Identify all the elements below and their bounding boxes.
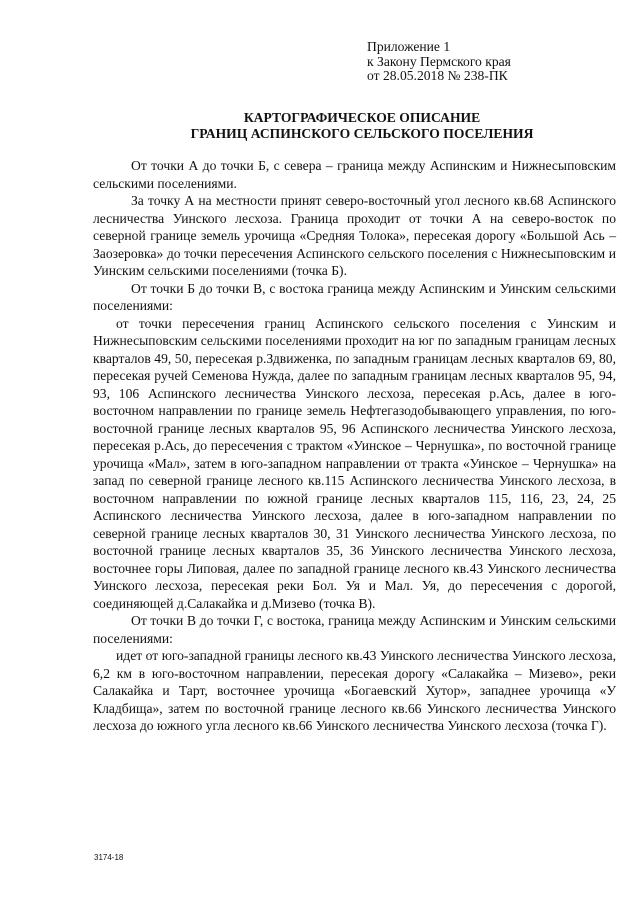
paragraph-b-to-v-description: от точки пересечения границ Аспинского сельского поселения с Уинским и Нижнесыповским сельскими поселениями проходит на юг по западным границам лесных кварталов 49, 50, пересекая р.Здвиженка, по западным границам лесных кварталов 69, 80, пересекая ручей Семенова Нужда, далее по западным границам лесных кварталов 95, 94, 93, 106 Аспинского лесничества Уинского лесхоза, пересекая р.Ась, далее в юго-восточном направлении по границе земель Нефтегазодобывающего управления, по юго-восточной границе лесных кварталов 95, 96 Аспинского лесничества Уинского лесхоза, пересекая р.Ась, до пересечения с трактом «Уинское – Чернушка», по восточной границе урочища «Мал», затем в юго-западном направлении от тракта «Уинское – Чернушка» на запад по северной границе лесного кв.115 Аспинского лесничества Уинского лесхоза, в восточном направлении по южной границе лесных кварталов 115, 116, 23, 24, 25 Аспинского лесничества Уинского лесхоза, далее в юго-западном направлении по северной границе лесных кварталов 30, 31 Уинского лесничества Уинского лесхоза, по восточной границе лесных кварталов 35, 36 Уинского лесничества Уинского лесхоза, восточнее горы Липовая, далее по западной границе лесного кв.43 Уинского лесничества Уинского лесхоза, пересекая реки Бол. Уя и Мал. Уя, до пересечения с дорогой, соединяющей д.Салакайка и д.Мизево (точка В). — [93, 315, 616, 611]
document-body — [93, 157, 616, 735]
document-title — [92, 110, 632, 141]
title-line-1: КАРТОГРАФИЧЕСКОЕ ОПИСАНИЕ — [243, 110, 481, 125]
document-code-footnote: 3174-18 — [94, 853, 124, 862]
paragraph-a-to-b-heading: От точки А до точки Б, с севера – граница между Аспинским и Нижнесыповским сельскими поселениями. — [93, 158, 616, 191]
paragraph-a-to-b-description: За точку А на местности принят северо-восточный угол лесного кв.68 Аспинского лесничества Уинского лесхоза. Граница проходит от точки А на северо-восток по северной границе земель урочища «Средняя Толока», пересекая дорогу «Большой Ась – Заозеровка» до точки пересечения Аспинского сельского поселения с Нижнесыповским и Уинским сельскими поселениями (точка Б). — [93, 193, 616, 278]
title-line-2: ГРАНИЦ АСПИНСКОГО СЕЛЬСКОГО ПОСЕЛЕНИЯ — [190, 125, 534, 141]
paragraph-v-to-g-description: идет от юго-западной границы лесного кв.43 Уинского лесничества Уинского лесхоза, 6,2 км в юго-восточном направлении, пересекая дорогу «Салакайка – Мизево», реки Салакайка и Тарт, восточнее урочища «Богаевский Хутор», западнее урочища «У Кладбища», затем по восточной границе лесного кв.66 Уинского лесничества Уинского лесхоза до южного угла лесного кв.66 Уинского лесничества Уинского лесхоза (точка Г). — [93, 648, 616, 733]
appendix-line-1: Приложение 1 — [367, 39, 451, 54]
paragraph-b-to-v-heading: От точки Б до точки В, с востока граница между Аспинским и Уинским сельскими поселениями: — [93, 280, 616, 313]
appendix-line-3: от 28.05.2018 № 238-ПК — [367, 68, 508, 83]
appendix-line-2: к Закону Пермского края — [367, 53, 511, 69]
appendix-header — [367, 40, 511, 84]
paragraph-v-to-g-heading: От точки В до точки Г, с востока, граница между Аспинским и Уинским сельскими поселениями: — [93, 613, 616, 646]
